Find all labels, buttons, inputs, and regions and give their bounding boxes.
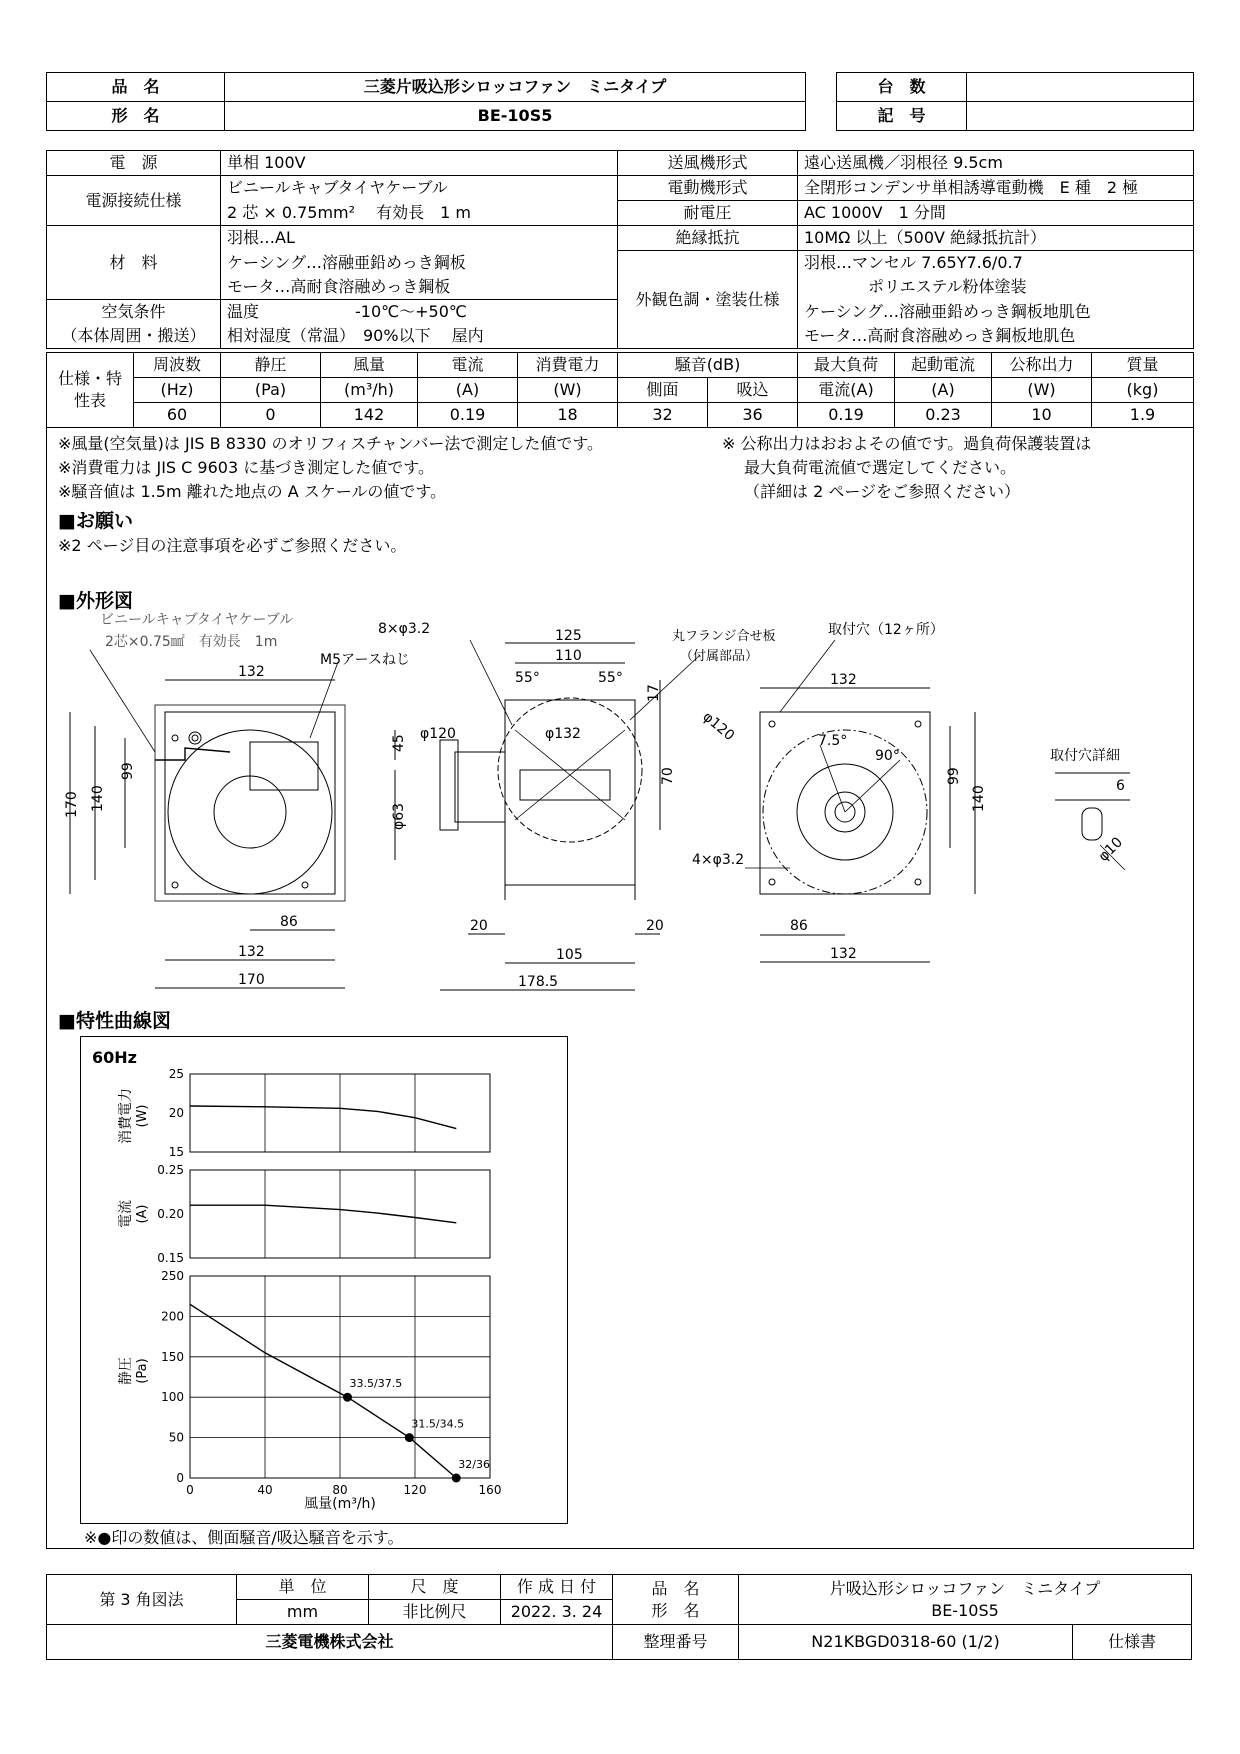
sofu-value: 遠心送風機／羽根径 9.5cm — [798, 151, 1194, 176]
chart-ytick-label: 200 — [161, 1309, 184, 1324]
current-axis-label: 電流 — [118, 1200, 134, 1228]
tani-label: 単 位 — [237, 1575, 369, 1600]
kigo-label: 記 号 — [837, 102, 967, 131]
perf-value: 142 — [321, 403, 418, 428]
note-r2: 最大負荷電流値で選定してください。 — [744, 458, 1017, 477]
perf-value: 0.19 — [418, 403, 518, 428]
drawing-title: ■外形図 — [58, 590, 133, 612]
kuki-line2: 相対湿度（常温） 90%以下 屋内 — [221, 324, 618, 349]
chart-series-line — [190, 1106, 456, 1129]
dim-back-86: 86 — [790, 918, 808, 934]
detail-label: 取付穴詳細 — [1050, 748, 1120, 764]
dim-side-110: 110 — [555, 648, 582, 664]
chart-ytick-label: 250 — [161, 1269, 184, 1283]
sakusei-label: 作 成 日 付 — [501, 1575, 613, 1600]
dengen-value: 単相 100V — [221, 151, 618, 176]
dendo-value: 全閉形コンデンサ単相誘導電動機 E 種 2 極 — [798, 176, 1194, 201]
perf-unit: 側面 — [618, 378, 708, 403]
setsuzoku-line2: 2 芯 × 0.75mm² 有効長 1 m — [221, 201, 618, 226]
dim-side-132: φ132 — [545, 726, 581, 742]
perf-unit: 吸込 — [708, 378, 798, 403]
zetsuen-value: 10MΩ 以上（500V 絶縁抵抗計） — [798, 226, 1194, 251]
power-axis-label: 消費電力 — [118, 1088, 134, 1144]
onegai-text: ※2 ページ目の注意事項を必ずご参照ください。 — [58, 536, 407, 555]
perf-header: 質量 — [1092, 353, 1194, 378]
zairyo-line1: 羽根…AL — [221, 226, 618, 251]
chart-ytick-label: 100 — [161, 1390, 184, 1405]
doc-type: 仕様書 — [1073, 1625, 1192, 1660]
current-axis-unit: (A) — [135, 1204, 150, 1224]
company-name: 三菱電機株式会社 — [47, 1625, 613, 1660]
chart-xtick-label: 160 — [478, 1483, 502, 1497]
dim-back-132b: 132 — [830, 946, 857, 962]
footer-name-values — [739, 1575, 1192, 1625]
dim-back-90: 90° — [875, 748, 900, 764]
flow-axis-label: 風量(m³/h) — [304, 1496, 376, 1512]
cable-label-1: ビニールキャブタイヤケーブル — [100, 612, 294, 628]
chart-ytick-label: 50 — [168, 1430, 184, 1445]
dim-side-45: 45 — [391, 734, 407, 752]
dim-front-86: 86 — [280, 914, 298, 930]
dim-back-140: 140 — [971, 785, 987, 812]
sakusei-value: 2022. 3. 24 — [501, 1600, 613, 1625]
perf-value: 60 — [134, 403, 221, 428]
dim-front-140: 140 — [90, 785, 106, 812]
chart-series-line — [190, 1304, 456, 1478]
dim-side-17: 17 — [646, 684, 662, 702]
hinmei-label: 品 名 — [47, 73, 225, 102]
footer-table — [46, 1574, 1192, 1660]
dim-front-170: 170 — [64, 791, 80, 818]
zetsuen-label: 絶縁抵抗 — [618, 226, 798, 251]
pressure-axis-unit: (Pa) — [135, 1358, 150, 1384]
zairyo-label: 材 料 — [47, 226, 221, 300]
dim-side-1785: 178.5 — [518, 974, 559, 990]
perf-header: 風量 — [321, 353, 418, 378]
perf-unit: (m³/h) — [321, 378, 418, 403]
perf-value: 36 — [708, 403, 798, 428]
dim-detail-6: 6 — [1116, 778, 1125, 794]
holes8-label: 8×φ3.2 — [378, 621, 431, 637]
dendo-label: 電動機形式 — [618, 176, 798, 201]
chart-xtick-label: 80 — [332, 1483, 348, 1497]
product-name: 三菱片吸込形シロッコファン ミニタイプ — [225, 73, 806, 102]
perf-header: 電流 — [418, 353, 518, 378]
taiden-label: 耐電圧 — [618, 201, 798, 226]
perf-unit: (Pa) — [221, 378, 321, 403]
power-axis-unit: (W) — [135, 1104, 150, 1128]
gaikan-label: 外観色調・塗装仕様 — [618, 251, 798, 349]
chart-ytick-label: 0 — [176, 1471, 184, 1485]
dim-front-132b: 132 — [238, 944, 265, 960]
footer-katamei-value: BE-10S5 — [931, 1600, 999, 1620]
katamei-label: 形 名 — [47, 102, 225, 131]
front-view-body — [165, 712, 335, 894]
perf-header: 公称出力 — [992, 353, 1092, 378]
note-3: ※騒音値は 1.5m 離れた地点の A スケールの値です。 — [58, 482, 447, 501]
taiden-value: AC 1000V 1 分間 — [798, 201, 1194, 226]
dim-back-132: 132 — [830, 672, 857, 688]
perf-value: 18 — [518, 403, 618, 428]
characteristic-chart — [80, 1036, 566, 1522]
chart-ytick-label: 15 — [168, 1145, 184, 1159]
chart-point — [452, 1474, 461, 1483]
seiri-value: N21KBGD0318-60 (1/2) — [739, 1625, 1073, 1660]
dim-back-75: 7.5° — [818, 733, 848, 749]
dim-side-55b: 55° — [598, 670, 623, 686]
mount-label: 取付穴（12ヶ所） — [828, 622, 944, 638]
curve-title: ■特性曲線図 — [58, 1010, 171, 1032]
tani-value: mm — [237, 1600, 369, 1625]
perf-header: 起動電流 — [895, 353, 992, 378]
kuki-line1: 温度 -10℃～+50℃ — [221, 300, 618, 325]
perf-value: 32 — [618, 403, 708, 428]
shakudo-value: 非比例尺 — [369, 1600, 501, 1625]
perf-header: 消費電力 — [518, 353, 618, 378]
perf-unit: 電流(A) — [798, 378, 895, 403]
note-1: ※風量(空気量)は JIS B 8330 のオリフィスチャンバー法で測定した値です。 — [58, 434, 604, 453]
footer-hinmei-label: 品 名 — [651, 1578, 700, 1598]
perf-unit: (A) — [418, 378, 518, 403]
model-name: BE-10S5 — [225, 102, 806, 131]
perf-unit: (W) — [518, 378, 618, 403]
chart-ytick-label: 20 — [168, 1106, 184, 1120]
perf-unit: (W) — [992, 378, 1092, 403]
sofu-label: 送風機形式 — [618, 151, 798, 176]
perf-value: 10 — [992, 403, 1092, 428]
chart-point — [343, 1393, 352, 1402]
setsuzoku-label: 電源接続仕様 — [47, 176, 221, 226]
chart-ytick-label: 0.20 — [157, 1207, 184, 1221]
dim-side-20a: 20 — [470, 918, 488, 934]
dim-side-105: 105 — [556, 947, 583, 963]
chart-ytick-label: 150 — [161, 1349, 184, 1364]
kuki-label-1: 空気条件 — [47, 300, 221, 325]
zairyo-line2: ケーシング…溶融亜鉛めっき鋼板 — [221, 251, 618, 276]
dim-side-70: 70 — [660, 767, 676, 785]
setsuzoku-line1: ビニールキャブタイヤケーブル — [221, 176, 618, 201]
dim-front-99: 99 — [120, 762, 136, 780]
earth-label: M5アースねじ — [320, 652, 410, 668]
curve-footnote: ※●印の数値は、側面騒音/吸込騒音を示す。 — [84, 1528, 404, 1547]
chart-series-line — [190, 1205, 456, 1223]
perf-header: 最大負荷 — [798, 353, 895, 378]
perf-header: 静圧 — [221, 353, 321, 378]
dim-side-20b: 20 — [646, 918, 664, 934]
perf-header: 騒音(dB) — [618, 353, 798, 378]
motor-box — [250, 742, 318, 790]
chart-ytick-label: 25 — [168, 1067, 184, 1081]
dengen-label: 電 源 — [47, 151, 221, 176]
dim-front-132: 132 — [238, 664, 265, 680]
dim-back-99: 99 — [946, 767, 962, 785]
daisu-label: 台 数 — [837, 73, 967, 102]
gaikan-line1: 羽根…マンセル 7.65Y7.6/0.7 — [798, 251, 1194, 276]
onegai-title: ■お願い — [58, 510, 133, 532]
perf-header: 周波数 — [134, 353, 221, 378]
dim-side-120: φ120 — [420, 726, 456, 742]
perf-unit: (Hz) — [134, 378, 221, 403]
zairyo-line3: モータ…高耐食溶融めっき鋼板 — [221, 275, 618, 300]
note-2: ※消費電力は JIS C 9603 に基づき測定した値です。 — [58, 458, 434, 477]
dim-detail-10: φ10 — [1095, 834, 1126, 865]
gaikan-line2: ポリエステル粉体塗装 — [798, 275, 1194, 300]
shakudo-label: 尺 度 — [369, 1575, 501, 1600]
footer-hinmei-value: 片吸込形シロッコファン ミニタイプ — [829, 1578, 1101, 1598]
footer-name-labels — [613, 1575, 739, 1625]
chart-ytick-label: 0.25 — [157, 1163, 184, 1177]
chart-point — [405, 1433, 414, 1442]
seiri-label: 整理番号 — [613, 1625, 739, 1660]
footer-katamei-label: 形 名 — [651, 1600, 700, 1620]
chart-xtick-label: 40 — [257, 1483, 273, 1497]
curve-freq: 60Hz — [92, 1048, 137, 1067]
chart-point-label: 31.5/34.5 — [411, 1417, 465, 1431]
kuki-label-2: （本体周囲・搬送） — [47, 324, 221, 349]
chart-ytick-label: 0.15 — [157, 1251, 184, 1265]
cable-label-2: 2芯×0.75㎟ 有効長 1m — [105, 634, 278, 650]
dim-front-170b: 170 — [238, 972, 265, 988]
sankaku-label: 第 3 角図法 — [47, 1575, 237, 1625]
dim-back-120: φ120 — [699, 708, 738, 745]
perf-value: 0.23 — [895, 403, 992, 428]
perf-value: 1.9 — [1092, 403, 1194, 428]
note-r1: ※ 公称出力はおおよその値です。過負荷保護装置は — [722, 434, 1092, 453]
pressure-axis-label: 静圧 — [118, 1357, 134, 1385]
gaikan-line3: ケーシング…溶融亜鉛めっき鋼板地肌色 — [798, 300, 1194, 325]
holes4-label: 4×φ3.2 — [692, 852, 745, 868]
note-r3: （詳細は 2 ページをご参照ください） — [744, 482, 1021, 501]
dim-side-55a: 55° — [515, 670, 540, 686]
flange-label-2: （付属部品） — [680, 649, 759, 664]
perf-unit: (A) — [895, 378, 992, 403]
chart-xtick-label: 120 — [403, 1483, 427, 1497]
flange-label-1: 丸フランジ合せ板 — [672, 629, 776, 644]
perf-value: 0 — [221, 403, 321, 428]
perf-label: 仕様・特性表 — [47, 353, 134, 428]
dim-side-125: 125 — [555, 628, 582, 644]
chart-xtick-label: 0 — [186, 1483, 194, 1497]
chart-point-label: 32/36 — [458, 1458, 490, 1471]
perf-value: 0.19 — [798, 403, 895, 428]
chart-point-label: 33.5/37.5 — [349, 1377, 403, 1391]
gaikan-line4: モータ…高耐食溶融めっき鋼板地肌色 — [798, 324, 1194, 349]
perf-unit: (kg) — [1092, 378, 1194, 403]
dim-side-63: φ63 — [391, 802, 407, 830]
